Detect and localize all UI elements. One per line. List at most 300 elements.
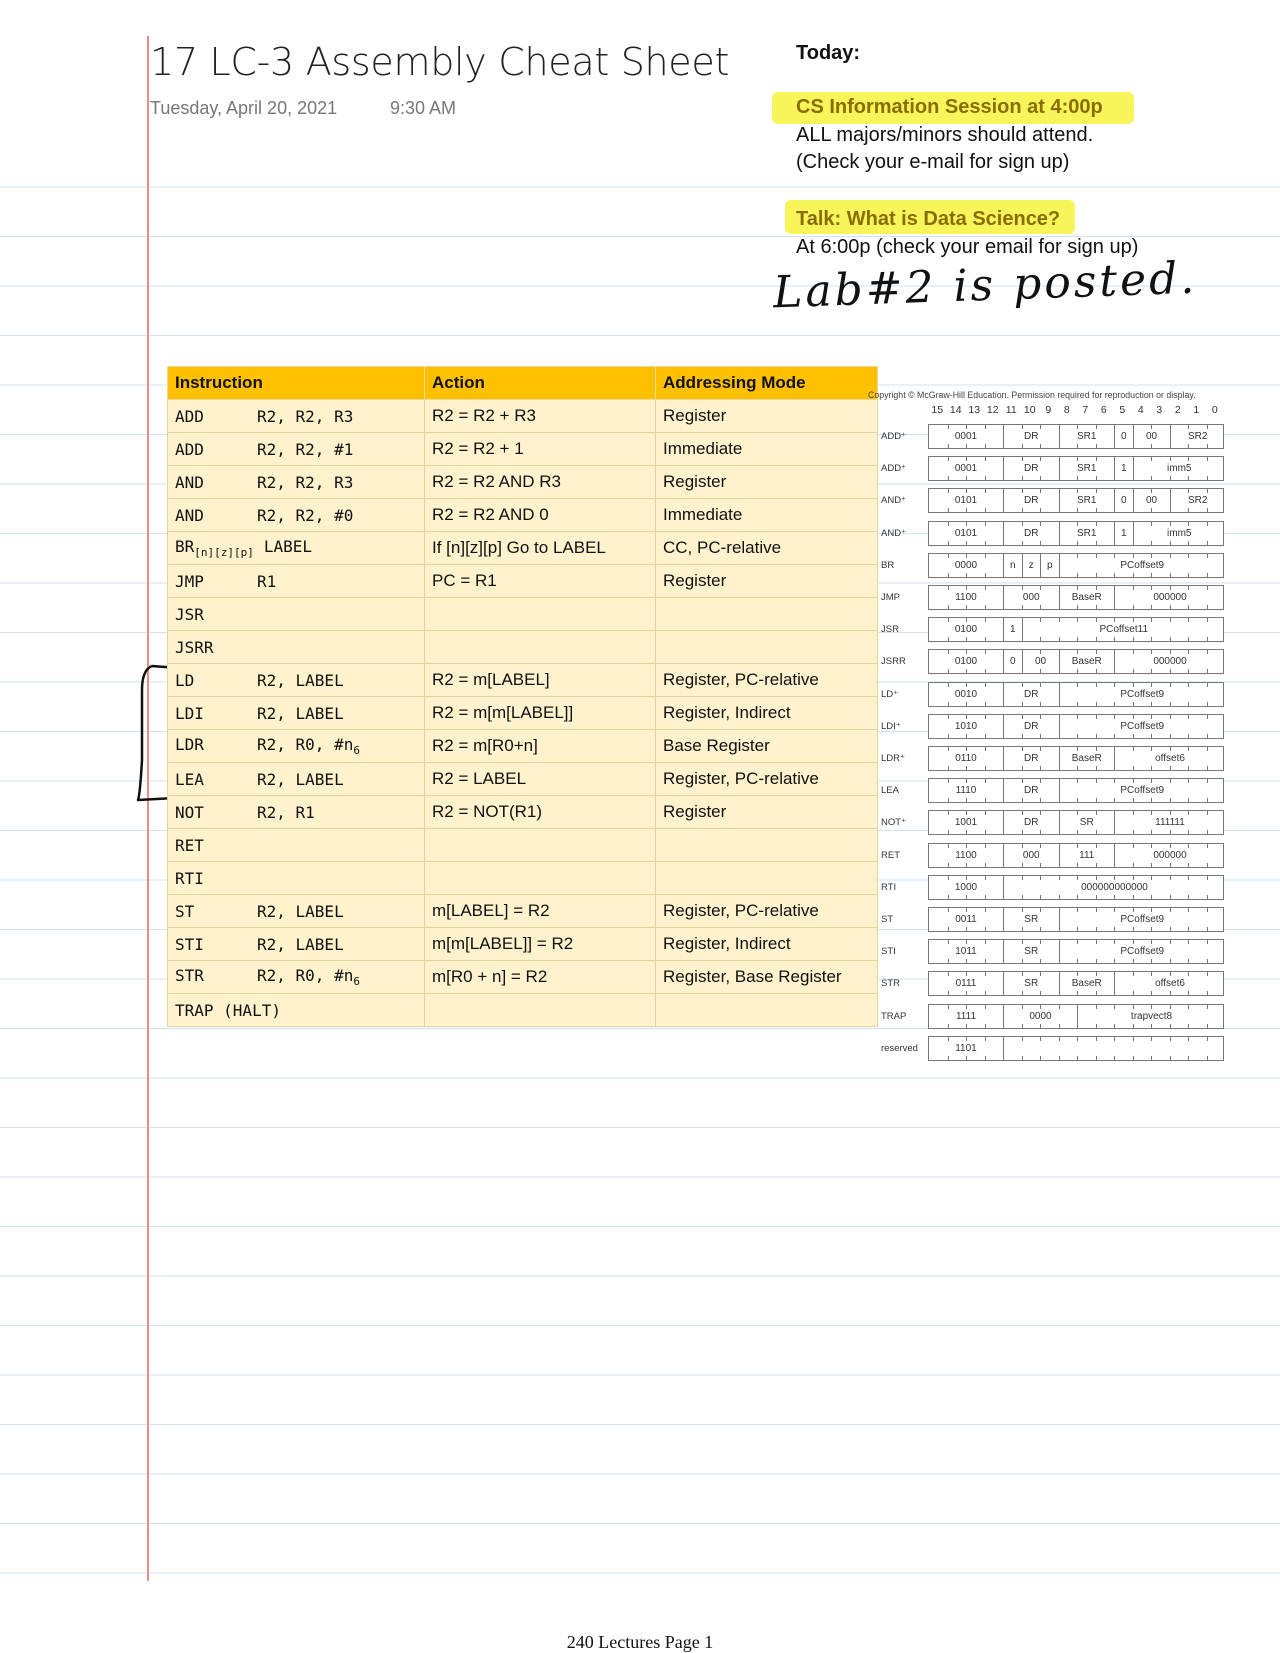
encoding-field: 0101 xyxy=(954,527,978,539)
instruction-cell xyxy=(168,829,425,862)
encoding-field: 1110 xyxy=(955,785,977,797)
bit-number: 9 xyxy=(1045,404,1052,416)
opcode xyxy=(175,506,257,525)
opcode-text: LDR xyxy=(175,734,204,754)
encoding-box xyxy=(928,939,1224,964)
opcode xyxy=(175,735,257,754)
bit-number: 2 xyxy=(1174,404,1181,416)
encoding-field: 1 xyxy=(1114,522,1133,545)
mode-cell: Immediate xyxy=(656,433,878,466)
opcode-text: LEA xyxy=(175,769,204,789)
encoding-field: DR xyxy=(1003,715,1059,738)
opcode xyxy=(175,473,257,492)
operands: R2, R2, R3 xyxy=(257,472,354,492)
encoding-row xyxy=(868,710,1228,742)
action-cell xyxy=(425,598,656,631)
encoding-field: 1100 xyxy=(955,849,977,861)
encoding-row xyxy=(868,742,1228,774)
mode-cell: Register xyxy=(656,400,878,433)
encoding-field: DR xyxy=(1003,425,1059,448)
mode-cell xyxy=(656,598,878,631)
operands: R1 xyxy=(257,571,277,591)
encoding-box xyxy=(928,746,1224,771)
table-row xyxy=(168,433,878,466)
instruction-cell xyxy=(168,400,425,433)
table-row xyxy=(168,697,878,730)
mode-cell xyxy=(656,994,878,1027)
encoding-box xyxy=(928,521,1224,546)
encoding-field: 0 xyxy=(1114,489,1133,512)
instruction-cell xyxy=(168,532,425,565)
opcode xyxy=(175,671,257,690)
encoding-field: 1000 xyxy=(954,881,978,893)
encoding-field: 1001 xyxy=(954,817,978,829)
encoding-field: PCoffset9 xyxy=(1059,940,1226,963)
col-mode: Addressing Mode xyxy=(656,367,878,400)
encoding-field: 0101 xyxy=(954,495,978,507)
opcode-text: LDI xyxy=(175,703,204,723)
encoding-field: 111 xyxy=(1059,844,1115,867)
encoding-field: offset6 xyxy=(1114,747,1225,770)
table-row xyxy=(168,499,878,532)
encoding-field: 0111 xyxy=(955,978,977,990)
instruction-cell xyxy=(168,598,425,631)
action-cell: R2 = R2 + 1 xyxy=(425,433,656,466)
action-cell: R2 = R2 AND R3 xyxy=(425,466,656,499)
encoding-field: 111111 xyxy=(1114,811,1225,834)
opcode-text: BR xyxy=(175,536,195,556)
opcode xyxy=(175,770,257,789)
operands: R2, R0, #n xyxy=(257,734,354,754)
encoding-field: PCoffset11 xyxy=(1022,618,1226,641)
mode-cell: Register, PC-relative xyxy=(656,895,878,928)
encoding-field: 000000000000 xyxy=(1003,876,1225,899)
encoding-box xyxy=(928,875,1224,900)
bit-number: 11 xyxy=(1005,404,1017,416)
talk-title: Talk: What is Data Science? xyxy=(796,208,1061,230)
encoding-name: AND⁺ xyxy=(881,495,907,507)
opcode-text: JMP xyxy=(175,571,204,591)
encoding-name: ADD⁺ xyxy=(881,463,907,475)
encoding-field: 0100 xyxy=(954,656,978,668)
encoding-field: DR xyxy=(1003,522,1059,545)
encoding-row xyxy=(868,839,1228,871)
instruction-cell xyxy=(168,961,425,994)
mode-cell: Register, Indirect xyxy=(656,928,878,961)
bit-number: 6 xyxy=(1100,404,1107,416)
mode-cell: Base Register xyxy=(656,730,878,763)
encoding-field: 0001 xyxy=(954,431,978,442)
opcode-text: STI xyxy=(175,934,204,954)
encoding-field: 1 xyxy=(1114,457,1133,480)
encoding-name: STI xyxy=(881,946,896,958)
action-cell: m[R0 + n] = R2 xyxy=(425,961,656,994)
encoding-field: SR2 xyxy=(1170,425,1226,448)
encoding-field: imm5 xyxy=(1133,522,1226,545)
encoding-field: 1111 xyxy=(955,1010,977,1022)
encoding-name: RTI xyxy=(881,881,897,893)
bit-number: 10 xyxy=(1023,404,1036,416)
instruction-cell xyxy=(168,631,425,664)
mode-cell: Register, PC-relative xyxy=(656,763,878,796)
encoding-field: 0110 xyxy=(955,753,977,764)
table-row xyxy=(168,862,878,895)
opcode xyxy=(175,638,257,657)
opcode xyxy=(175,605,257,624)
operands: R2, R2, #0 xyxy=(257,505,354,525)
encoding-field: offset6 xyxy=(1114,972,1225,995)
encoding-box xyxy=(928,971,1224,996)
action-cell: R2 = NOT(R1) xyxy=(425,796,656,829)
bit-number: 3 xyxy=(1156,404,1163,416)
encoding-box xyxy=(928,649,1224,674)
encoding-field: 00 xyxy=(1133,425,1170,448)
encoding-name: ST xyxy=(881,914,894,925)
encoding-field: 000 xyxy=(1003,844,1059,867)
opcode xyxy=(175,537,254,559)
encoding-field: BaseR xyxy=(1059,586,1115,609)
encoding-field: 000000 xyxy=(1114,650,1225,673)
encoding-field: DR xyxy=(1003,683,1059,706)
operand-suffix: 6 xyxy=(353,744,360,758)
encoding-field: 000000 xyxy=(1114,844,1225,867)
encoding-row xyxy=(868,935,1228,967)
mode-cell: Register xyxy=(656,565,878,598)
opcode xyxy=(175,869,257,888)
encoding-box xyxy=(928,810,1224,835)
bit-number: 15 xyxy=(931,404,944,416)
encoding-name: JSRR xyxy=(881,656,906,668)
action-cell: m[LABEL] = R2 xyxy=(425,895,656,928)
encoding-row xyxy=(868,1000,1228,1032)
encoding-field: SR1 xyxy=(1059,522,1115,545)
operands: R2, R2, R3 xyxy=(257,406,354,426)
encoding-field: SR1 xyxy=(1059,425,1115,448)
encoding-name: JMP xyxy=(881,592,900,603)
instruction-table xyxy=(167,366,878,1027)
encoding-field: SR2 xyxy=(1170,489,1226,512)
instruction-cell xyxy=(168,763,425,796)
encoding-field: SR xyxy=(1003,972,1059,995)
action-cell: R2 = m[LABEL] xyxy=(425,664,656,697)
bit-number: 13 xyxy=(968,404,981,416)
encoding-name: LEA xyxy=(881,785,899,797)
opcode-text: JSRR xyxy=(175,637,214,657)
encoding-field: n xyxy=(1003,554,1022,577)
encoding-field: DR xyxy=(1003,811,1059,834)
page-title: 17 LC-3 Assembly Cheat Sheet xyxy=(150,40,730,84)
mode-cell xyxy=(656,862,878,895)
encoding-row xyxy=(868,517,1228,549)
action-cell xyxy=(425,829,656,862)
table-row xyxy=(168,829,878,862)
bit-number: 7 xyxy=(1082,404,1089,416)
opcode xyxy=(175,704,257,723)
encoding-field: PCoffset9 xyxy=(1059,683,1226,706)
encoding-field: DR xyxy=(1003,489,1059,512)
opcode-text: AND xyxy=(175,505,204,525)
operands: R2, LABEL xyxy=(257,670,344,690)
encoding-box xyxy=(928,585,1224,610)
encoding-field: SR xyxy=(1003,908,1059,931)
instruction-cell xyxy=(168,664,425,697)
encoding-field: 1011 xyxy=(955,946,977,958)
operands: R2, R1 xyxy=(257,802,315,822)
bit-number: 4 xyxy=(1137,404,1144,416)
bit-number: 8 xyxy=(1063,404,1070,416)
table-row xyxy=(168,565,878,598)
encoding-field: 0 xyxy=(1114,425,1133,448)
opcode xyxy=(175,966,257,985)
encoding-name: LDI⁺ xyxy=(881,720,901,732)
encoding-field: z xyxy=(1022,554,1041,577)
opcode xyxy=(175,440,257,459)
opcode-text: LD xyxy=(175,670,195,690)
handwritten-note: Lab#2 is posted. xyxy=(772,252,1198,319)
encoding-name: JSR xyxy=(881,624,899,636)
bit-number: 14 xyxy=(949,404,962,416)
opcode-text: NOT xyxy=(175,802,204,822)
mode-cell: Register xyxy=(656,466,878,499)
encoding-name: STR xyxy=(881,978,900,990)
page-footer: 240 Lectures Page 1 xyxy=(566,1632,714,1652)
session-line2: (Check your e-mail for sign up) xyxy=(796,151,1070,173)
opcode xyxy=(175,407,257,426)
table-row xyxy=(168,763,878,796)
col-instruction: Instruction xyxy=(168,367,425,400)
instruction-cell xyxy=(168,433,425,466)
mode-cell: Register, Base Register xyxy=(656,961,878,994)
encoding-box xyxy=(928,488,1224,513)
encoding-name: reserved xyxy=(881,1042,918,1054)
encoding-field: SR xyxy=(1003,940,1059,963)
encoding-box xyxy=(928,682,1224,707)
instruction-cell xyxy=(168,697,425,730)
encoding-field xyxy=(1003,1037,1225,1060)
table-header-row xyxy=(168,367,878,400)
action-cell: R2 = m[R0+n] xyxy=(425,730,656,763)
bit-number: 5 xyxy=(1119,404,1126,416)
encoding-name: LD⁺ xyxy=(881,688,899,700)
encoding-field: 1 xyxy=(1003,618,1022,641)
opcode-text: ADD xyxy=(175,439,204,459)
encoding-box xyxy=(928,424,1224,449)
action-cell: m[m[LABEL]] = R2 xyxy=(425,928,656,961)
operands: R2, LABEL xyxy=(257,769,344,789)
table-row xyxy=(168,895,878,928)
encoding-field: 0011 xyxy=(955,914,977,925)
encoding-field: p xyxy=(1040,554,1059,577)
encoding-box xyxy=(928,1036,1224,1061)
mode-cell: CC, PC-relative xyxy=(656,532,878,565)
opcode-text: ST xyxy=(175,901,195,921)
operands: R2, R2, #1 xyxy=(257,439,354,459)
encoding-field: PCoffset9 xyxy=(1059,554,1226,577)
action-cell: R2 = R2 AND 0 xyxy=(425,499,656,532)
encoding-field: 000 xyxy=(1003,586,1059,609)
copyright-text: Copyright © McGraw-Hill Education. Permission required for reproduction or display. xyxy=(868,390,1196,400)
action-cell xyxy=(425,994,656,1027)
encoding-field: trapvect8 xyxy=(1077,1005,1225,1028)
encoding-field: 0 xyxy=(1003,650,1022,673)
table-row xyxy=(168,466,878,499)
encoding-field: 00 xyxy=(1022,650,1059,673)
opcode-text: AND xyxy=(175,472,204,492)
table-row xyxy=(168,532,878,565)
encoding-box xyxy=(928,617,1224,642)
instruction-cell xyxy=(168,565,425,598)
encoding-row xyxy=(868,420,1228,452)
operands: R2, LABEL xyxy=(257,703,344,723)
bit-number: 1 xyxy=(1193,404,1200,416)
encoding-row xyxy=(868,1032,1228,1064)
instruction-cell xyxy=(168,928,425,961)
encoding-field: 0000 xyxy=(954,559,978,571)
encoding-row xyxy=(868,549,1228,581)
encoding-field: SR xyxy=(1059,811,1115,834)
table-row xyxy=(168,631,878,664)
table-row xyxy=(168,796,878,829)
encoding-field: 00 xyxy=(1133,489,1170,512)
instruction-cell xyxy=(168,730,425,763)
session-title: CS Information Session at 4:00p xyxy=(796,96,1103,118)
opcode-suffix: [n][z][p] xyxy=(194,546,254,560)
encoding-field: PCoffset9 xyxy=(1059,908,1226,931)
today-heading: Today: xyxy=(796,42,861,64)
opcode-text: RTI xyxy=(175,868,204,888)
opcode xyxy=(175,836,257,855)
encoding-field: PCoffset9 xyxy=(1059,779,1226,802)
encoding-row xyxy=(868,806,1228,838)
encoding-box xyxy=(928,1004,1224,1029)
mode-cell xyxy=(656,829,878,862)
page-time: 9:30 AM xyxy=(390,98,457,118)
encoding-row xyxy=(868,967,1228,999)
opcode xyxy=(175,1001,281,1020)
opcode xyxy=(175,572,257,591)
bit-number: 12 xyxy=(986,404,999,416)
mode-cell: Register xyxy=(656,796,878,829)
instruction-cell xyxy=(168,466,425,499)
encoding-row xyxy=(868,645,1228,677)
encoding-field: SR1 xyxy=(1059,489,1115,512)
opcode-text: RET xyxy=(175,835,204,855)
table-row xyxy=(168,400,878,433)
operands: R2, LABEL xyxy=(257,901,344,921)
encoding-name: LDR⁺ xyxy=(881,753,906,764)
table-row xyxy=(168,730,878,763)
encoding-field: 1100 xyxy=(955,592,977,603)
action-cell: R2 = LABEL xyxy=(425,763,656,796)
encoding-box xyxy=(928,456,1224,481)
encoding-row xyxy=(868,678,1228,710)
encoding-field: 0100 xyxy=(954,624,978,636)
operands: R2, LABEL xyxy=(257,934,344,954)
encoding-field: 0000 xyxy=(1003,1005,1077,1028)
session-line1: ALL majors/minors should attend. xyxy=(796,124,1094,146)
action-cell: R2 = m[m[LABEL]] xyxy=(425,697,656,730)
page-date: Tuesday, April 20, 2021 xyxy=(150,98,338,118)
instruction-cell xyxy=(168,895,425,928)
action-cell xyxy=(425,862,656,895)
encoding-field: DR xyxy=(1003,779,1059,802)
encoding-box xyxy=(928,907,1224,932)
encoding-box xyxy=(928,714,1224,739)
encoding-box xyxy=(928,553,1224,578)
encoding-field: BaseR xyxy=(1059,972,1115,995)
encoding-name: NOT⁺ xyxy=(881,817,907,829)
encoding-row xyxy=(868,774,1228,806)
opcode-text: STR xyxy=(175,965,204,985)
opcode-text: JSR xyxy=(175,604,204,624)
encoding-name: RET xyxy=(881,849,900,861)
table-row xyxy=(168,664,878,697)
action-cell: If [n][z][p] Go to LABEL xyxy=(425,532,656,565)
mode-cell: Register, PC-relative xyxy=(656,664,878,697)
encoding-field: 1010 xyxy=(954,720,978,732)
encoding-row xyxy=(868,452,1228,484)
encoding-field: 1101 xyxy=(955,1042,977,1054)
encoding-row xyxy=(868,871,1228,903)
encoding-field: 0001 xyxy=(954,463,978,475)
encoding-field: DR xyxy=(1003,457,1059,480)
talk-line: At 6:00p (check your email for sign up) xyxy=(796,236,1139,258)
encoding-field: BaseR xyxy=(1059,747,1115,770)
operand-suffix: 6 xyxy=(353,975,360,989)
encoding-name: TRAP xyxy=(881,1010,907,1022)
encoding-row xyxy=(868,903,1228,935)
encoding-name: AND⁺ xyxy=(881,527,907,539)
opcode-text: TRAP (HALT) xyxy=(175,1000,281,1020)
action-cell xyxy=(425,631,656,664)
col-action: Action xyxy=(425,367,656,400)
table-row xyxy=(168,961,878,994)
bit-number: 0 xyxy=(1211,404,1218,416)
encoding-field: PCoffset9 xyxy=(1059,715,1226,738)
encoding-box xyxy=(928,843,1224,868)
table-row xyxy=(168,994,878,1027)
encoding-row xyxy=(868,581,1228,613)
opcode xyxy=(175,902,257,921)
encoding-name: BR xyxy=(881,559,895,571)
instruction-cell xyxy=(168,499,425,532)
action-cell: R2 = R2 + R3 xyxy=(425,400,656,433)
instruction-cell xyxy=(168,796,425,829)
encoding-field: BaseR xyxy=(1059,650,1115,673)
encoding-field: imm5 xyxy=(1133,457,1226,480)
opcode xyxy=(175,803,257,822)
mode-cell: Register, Indirect xyxy=(656,697,878,730)
encoding-field: DR xyxy=(1003,747,1059,770)
operands: R2, R0, #n xyxy=(257,965,354,985)
opcode-text: ADD xyxy=(175,406,204,426)
encoding-field: 0010 xyxy=(954,688,978,700)
instruction-cell xyxy=(168,862,425,895)
instruction-cell xyxy=(168,994,425,1027)
encoding-name: ADD⁺ xyxy=(881,431,907,442)
action-cell: PC = R1 xyxy=(425,565,656,598)
encoding-row xyxy=(868,613,1228,645)
table-row xyxy=(168,928,878,961)
encoding-field: 000000 xyxy=(1114,586,1225,609)
encoding-field: SR1 xyxy=(1059,457,1115,480)
mode-cell xyxy=(656,631,878,664)
opcode xyxy=(175,935,257,954)
table-row xyxy=(168,598,878,631)
encoding-row xyxy=(868,484,1228,516)
operands: LABEL xyxy=(263,536,313,556)
encoding-box xyxy=(928,778,1224,803)
